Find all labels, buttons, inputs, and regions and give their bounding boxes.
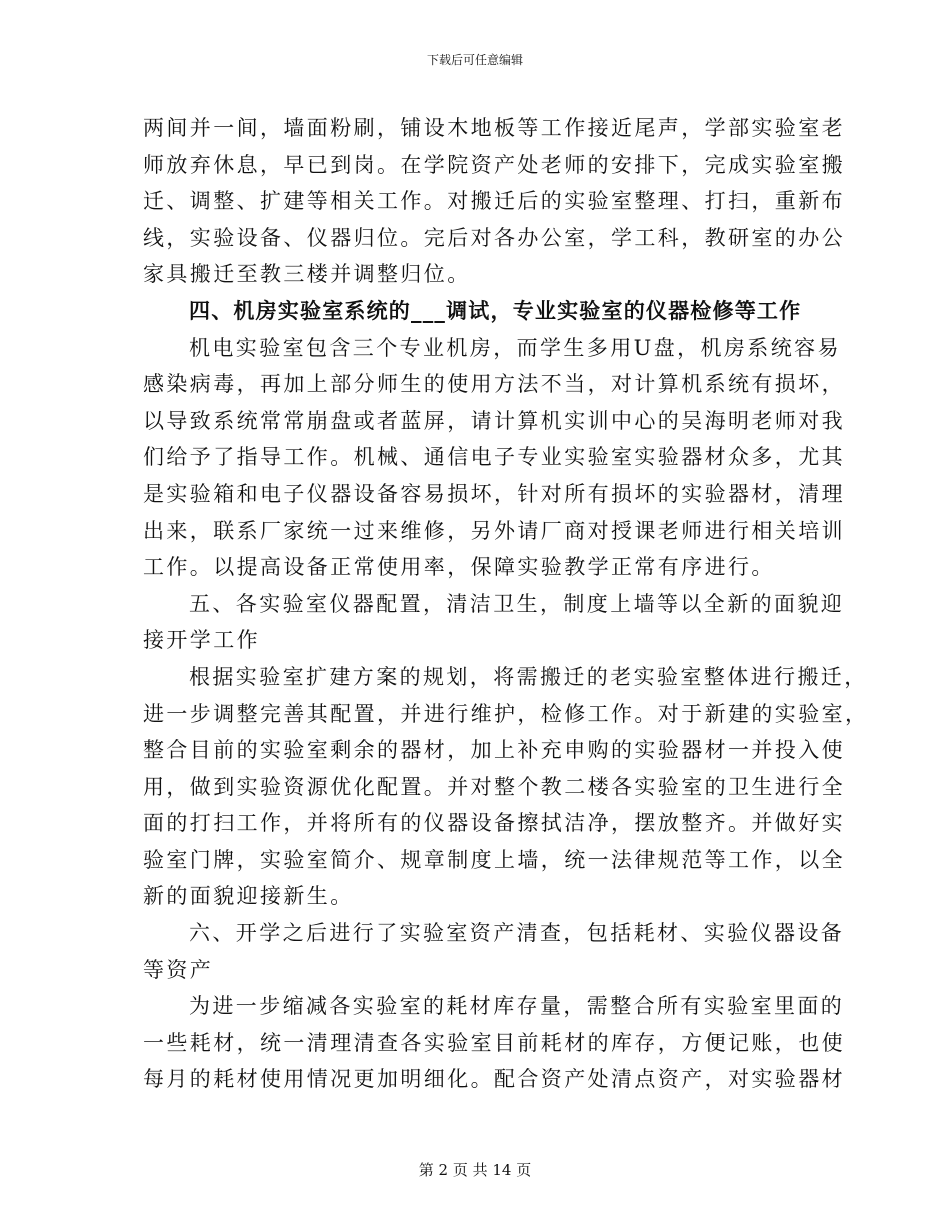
paragraph-line: 线，实验设备、仪器归位。完后对各办公室，学工科，教研室的办公 [143, 225, 845, 250]
paragraph-line: 家具搬迁至教三楼并调整归位。 [143, 262, 471, 287]
section-heading: 五、各实验室仪器配置，清洁卫生，制度上墙等以全新的面貌迎 [189, 591, 845, 616]
paragraph-line: 以导致系统常常崩盘或者蓝屏，请计算机实训中心的吴海明老师对我 [143, 408, 845, 433]
paragraph-line: 整合目前的实验室剩余的器材，加上补充申购的实验器材一并投入使 [143, 738, 845, 763]
section-heading: 六、开学之后进行了实验室资产清查，包括耗材、实验仪器设备 [189, 921, 845, 946]
section-heading: 四、机房实验室系统的___调试，专业实验室的仪器检修等工作 [189, 297, 802, 323]
page-header: 下载后可任意编辑 [426, 53, 523, 67]
section-heading-continued: 接开学工作 [143, 628, 260, 653]
paragraph-line: 机电实验室包含三个专业机房，而学生多用U盘，机房系统容易 [189, 335, 841, 360]
paragraph-line: 根据实验室扩建方案的规划，将需搬迁的老实验室整体进行搬迁， [189, 664, 868, 689]
paragraph-line: 们给予了指导工作。机械、通信电子专业实验室实验器材众多，尤其 [143, 445, 845, 470]
paragraph-line: 面的打扫工作，并将所有的仪器设备擦拭洁净，摆放整齐。并做好实 [143, 811, 845, 836]
section-heading-continued: 等资产 [143, 957, 214, 982]
paragraph-line: 工作。以提高设备正常使用率，保障实验教学正常有序进行。 [143, 555, 775, 580]
document-body [143, 110, 869, 1098]
paragraph-line: 迁、调整、扩建等相关工作。对搬迁后的实验室整理、打扫，重新布 [143, 189, 845, 214]
paragraph-line: 用，做到实验资源优化配置。并对整个教二楼各实验室的卫生进行全 [143, 774, 845, 799]
page-footer: 第 2 页 共 14 页 [418, 1161, 532, 1179]
paragraph-line: 出来，联系厂家统一过来维修，另外请厂商对授课老师进行相关培训 [143, 518, 845, 543]
paragraph-line: 为进一步缩减各实验室的耗材库存量，需整合所有实验室里面的 [189, 994, 845, 1019]
paragraph-line: 是实验箱和电子仪器设备容易损坏，针对所有损坏的实验器材，清理 [143, 481, 845, 506]
paragraph-line: 新的面貌迎接新生。 [143, 884, 354, 909]
paragraph-line: 感染病毒，再加上部分师生的使用方法不当，对计算机系统有损坏， [143, 372, 845, 397]
paragraph-line: 进一步调整完善其配置，并进行维护，检修工作。对于新建的实验室， [143, 701, 869, 726]
paragraph-line: 验室门牌，实验室简介、规章制度上墙，统一法律规范等工作，以全 [143, 847, 845, 872]
paragraph-line: 师放弃休息，早已到岗。在学院资产处老师的安排下，完成实验室搬 [143, 152, 845, 177]
paragraph-line: 一些耗材，统一清理清查各实验室目前耗材的库存，方便记账，也使 [143, 1030, 845, 1055]
paragraph-line: 两间并一间，墙面粉刷，铺设木地板等工作接近尾声，学部实验室老 [143, 116, 845, 140]
paragraph-line: 每月的耗材使用情况更加明细化。配合资产处清点资产，对实验器材 [143, 1067, 845, 1092]
